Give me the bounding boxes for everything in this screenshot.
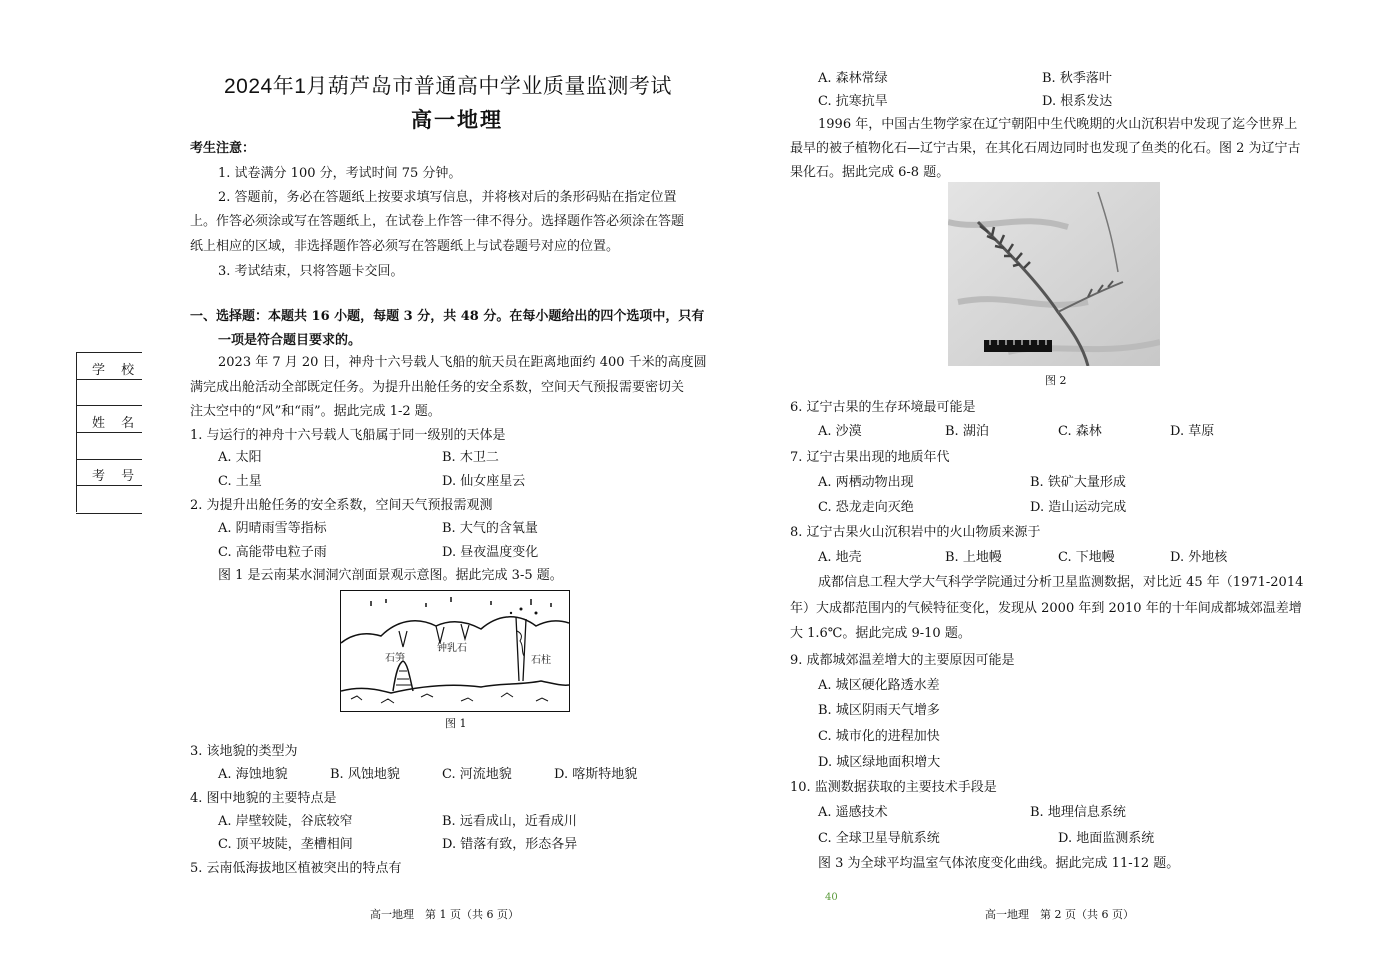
q5-option-d: D. 根系发达 — [1042, 94, 1113, 109]
intro1-line3: 注太空中的“风”和“雨”。据此完成 1-2 题。 — [190, 404, 441, 419]
q10-stem: 10. 监测数据获取的主要技术手段是 — [790, 780, 997, 795]
fig1-intro: 图 1 是云南某水洞洞穴剖面景观示意图。据此完成 3-5 题。 — [218, 568, 563, 583]
section-heading-line1: 一、选择题：本题共 16 小题，每题 3 分，共 48 分。在每小题给出的四个选项中，只有 — [190, 309, 705, 324]
divider — [76, 405, 142, 406]
q10-option-b: B. 地理信息系统 — [1030, 805, 1126, 820]
q6-stem: 6. 辽宁古果的生存环境最可能是 — [790, 400, 976, 415]
notice-item-2-line3: 纸上相应的区域，非选择题作答必须写在答题纸上与试卷题号对应的位置。 — [190, 239, 620, 254]
q7-option-a: A. 两栖动物出现 — [818, 475, 914, 490]
q2-stem: 2. 为提升出舱任务的安全系数，空间天气预报需观测 — [190, 498, 493, 513]
label-stone-bamboo: 石笋 — [385, 653, 405, 664]
q6-option-b: B. 湖泊 — [945, 424, 989, 439]
q7-stem: 7. 辽宁古果出现的地质年代 — [790, 450, 950, 465]
q7-option-c: C. 恐龙走向灭绝 — [818, 500, 914, 515]
q1-option-b: B. 木卫二 — [442, 450, 499, 465]
subject-title: 高一地理 — [411, 107, 503, 132]
q2-option-b: B. 大气的含氧量 — [442, 521, 538, 536]
divider — [76, 485, 142, 486]
fossil-photo — [948, 182, 1160, 366]
q8-option-b: B. 上地幔 — [945, 550, 1002, 565]
q1-option-d: D. 仙女座星云 — [442, 474, 526, 489]
q10-option-a: A. 遥感技术 — [818, 805, 888, 820]
q2-option-d: D. 昼夜温度变化 — [442, 545, 539, 560]
intro3-line1: 成都信息工程大学大气科学学院通过分析卫星监测数据，对比近 45 年（1971-2014 — [818, 575, 1304, 590]
q4-option-c: C. 顶平坡陡，垄槽相间 — [218, 837, 353, 852]
q6-option-a: A. 沙漠 — [818, 424, 862, 439]
school-label: 学 校 — [92, 363, 141, 378]
q5-option-b: B. 秋季落叶 — [1042, 71, 1112, 86]
page-mark: 40 — [825, 892, 838, 903]
label-stalactite: 钟乳石 — [437, 643, 467, 654]
q8-option-d: D. 外地核 — [1170, 550, 1228, 565]
notice-item-1: 1. 试卷满分 100 分，考试时间 75 分钟。 — [218, 166, 462, 181]
q6-option-c: C. 森林 — [1058, 424, 1102, 439]
q8-option-a: A. 地壳 — [818, 550, 862, 565]
q8-option-c: C. 下地幔 — [1058, 550, 1115, 565]
q3-option-b: B. 风蚀地貌 — [330, 767, 400, 782]
intro1-line2: 满完成出舱活动全部既定任务。为提升出舱任务的安全系数，空间天气预报需要密切关 — [190, 380, 685, 395]
cave-diagram — [340, 590, 570, 712]
intro1-line1: 2023 年 7 月 20 日，神舟十六号载人飞船的航天员在距离地面约 400 千米的高度圆 — [218, 355, 707, 370]
intro2-line1: 1996 年，中国古生物学家在辽宁朝阳中生代晚期的火山沉积岩中发现了迄今世界上 — [818, 117, 1298, 132]
exam-title: 2024年1月葫芦岛市普通高中学业质量监测考试 — [224, 75, 672, 98]
q2-option-a: A. 阴晴雨雪等指标 — [218, 521, 327, 536]
q6-option-d: D. 草原 — [1170, 424, 1215, 439]
footer-left: 高一地理 第 1 页（共 6 页） — [370, 908, 519, 921]
q9-option-c: C. 城市化的进程加快 — [818, 729, 940, 744]
label-stone-pillar: 石柱 — [531, 655, 551, 666]
q3-option-a: A. 海蚀地貌 — [218, 767, 288, 782]
intro2-line3: 果化石。据此完成 6-8 题。 — [790, 165, 950, 180]
q1-option-c: C. 土星 — [218, 474, 262, 489]
q5-stem: 5. 云南低海拔地区植被突出的特点有 — [190, 861, 402, 876]
fossil-photo-drawing — [948, 182, 1160, 366]
fig3-intro: 图 3 为全球平均温室气体浓度变化曲线。据此完成 11-12 题。 — [818, 856, 1180, 871]
q3-option-c: C. 河流地貌 — [442, 767, 512, 782]
q1-stem: 1. 与运行的神舟十六号载人飞船属于同一级别的天体是 — [190, 428, 506, 443]
q3-stem: 3. 该地貌的类型为 — [190, 744, 298, 759]
fig2-caption: 图 2 — [1045, 374, 1067, 387]
q7-option-d: D. 造山运动完成 — [1030, 500, 1127, 515]
q10-option-d: D. 地面监测系统 — [1058, 831, 1155, 846]
q9-option-a: A. 城区硬化路透水差 — [818, 678, 940, 693]
q5-option-c: C. 抗寒抗旱 — [818, 94, 888, 109]
q9-option-b: B. 城区阴雨天气增多 — [818, 703, 940, 718]
q3-option-d: D. 喀斯特地貌 — [554, 767, 638, 782]
name-label: 姓 名 — [92, 416, 141, 431]
divider — [76, 379, 142, 380]
footer-right: 高一地理 第 2 页（共 6 页） — [985, 908, 1134, 921]
q8-stem: 8. 辽宁古果火山沉积岩中的火山物质来源于 — [790, 525, 1041, 540]
q10-option-c: C. 全球卫星导航系统 — [818, 831, 940, 846]
intro2-line2: 最早的被子植物化石—辽宁古果，在其化石周边同时也发现了鱼类的化石。图 2 为辽宁古 — [790, 141, 1301, 156]
q9-option-d: D. 城区绿地面积增大 — [818, 755, 941, 770]
q2-option-c: C. 高能带电粒子雨 — [218, 545, 327, 560]
notice-item-2-line2: 上。作答必须涂或写在答题纸上，在试卷上作答一律不得分。选择题作答必须涂在答题 — [190, 214, 685, 229]
notice-item-2-line1: 2. 答题前，务必在答题纸上按要求填写信息，并将核对后的条形码贴在指定位置 — [218, 190, 677, 205]
intro3-line3: 大 1.6℃。据此完成 9-10 题。 — [790, 626, 971, 641]
q7-option-b: B. 铁矿大量形成 — [1030, 475, 1126, 490]
exam-number-label: 考 号 — [92, 469, 141, 484]
intro3-line2: 年）大成都范围内的气候特征变化，发现从 2000 年到 2010 年的十年间成都城郊温差增 — [790, 601, 1302, 616]
q4-option-d: D. 错落有致，形态各异 — [442, 837, 578, 852]
section-heading-line2: 一项是符合题目要求的。 — [218, 333, 362, 348]
notice-heading: 考生注意： — [190, 141, 256, 156]
q4-option-a: A. 岸壁较陡，谷底较窄 — [218, 814, 353, 829]
q4-option-b: B. 远看成山，近看成川 — [442, 814, 577, 829]
q5-option-a: A. 森林常绿 — [818, 71, 888, 86]
q9-stem: 9. 成都城郊温差增大的主要原因可能是 — [790, 653, 1015, 668]
divider — [76, 459, 142, 460]
notice-item-3: 3. 考试结束，只将答题卡交回。 — [218, 264, 404, 279]
q1-option-a: A. 太阳 — [218, 450, 262, 465]
q4-stem: 4. 图中地貌的主要特点是 — [190, 791, 337, 806]
divider — [76, 432, 142, 433]
fig1-caption: 图 1 — [445, 717, 467, 730]
